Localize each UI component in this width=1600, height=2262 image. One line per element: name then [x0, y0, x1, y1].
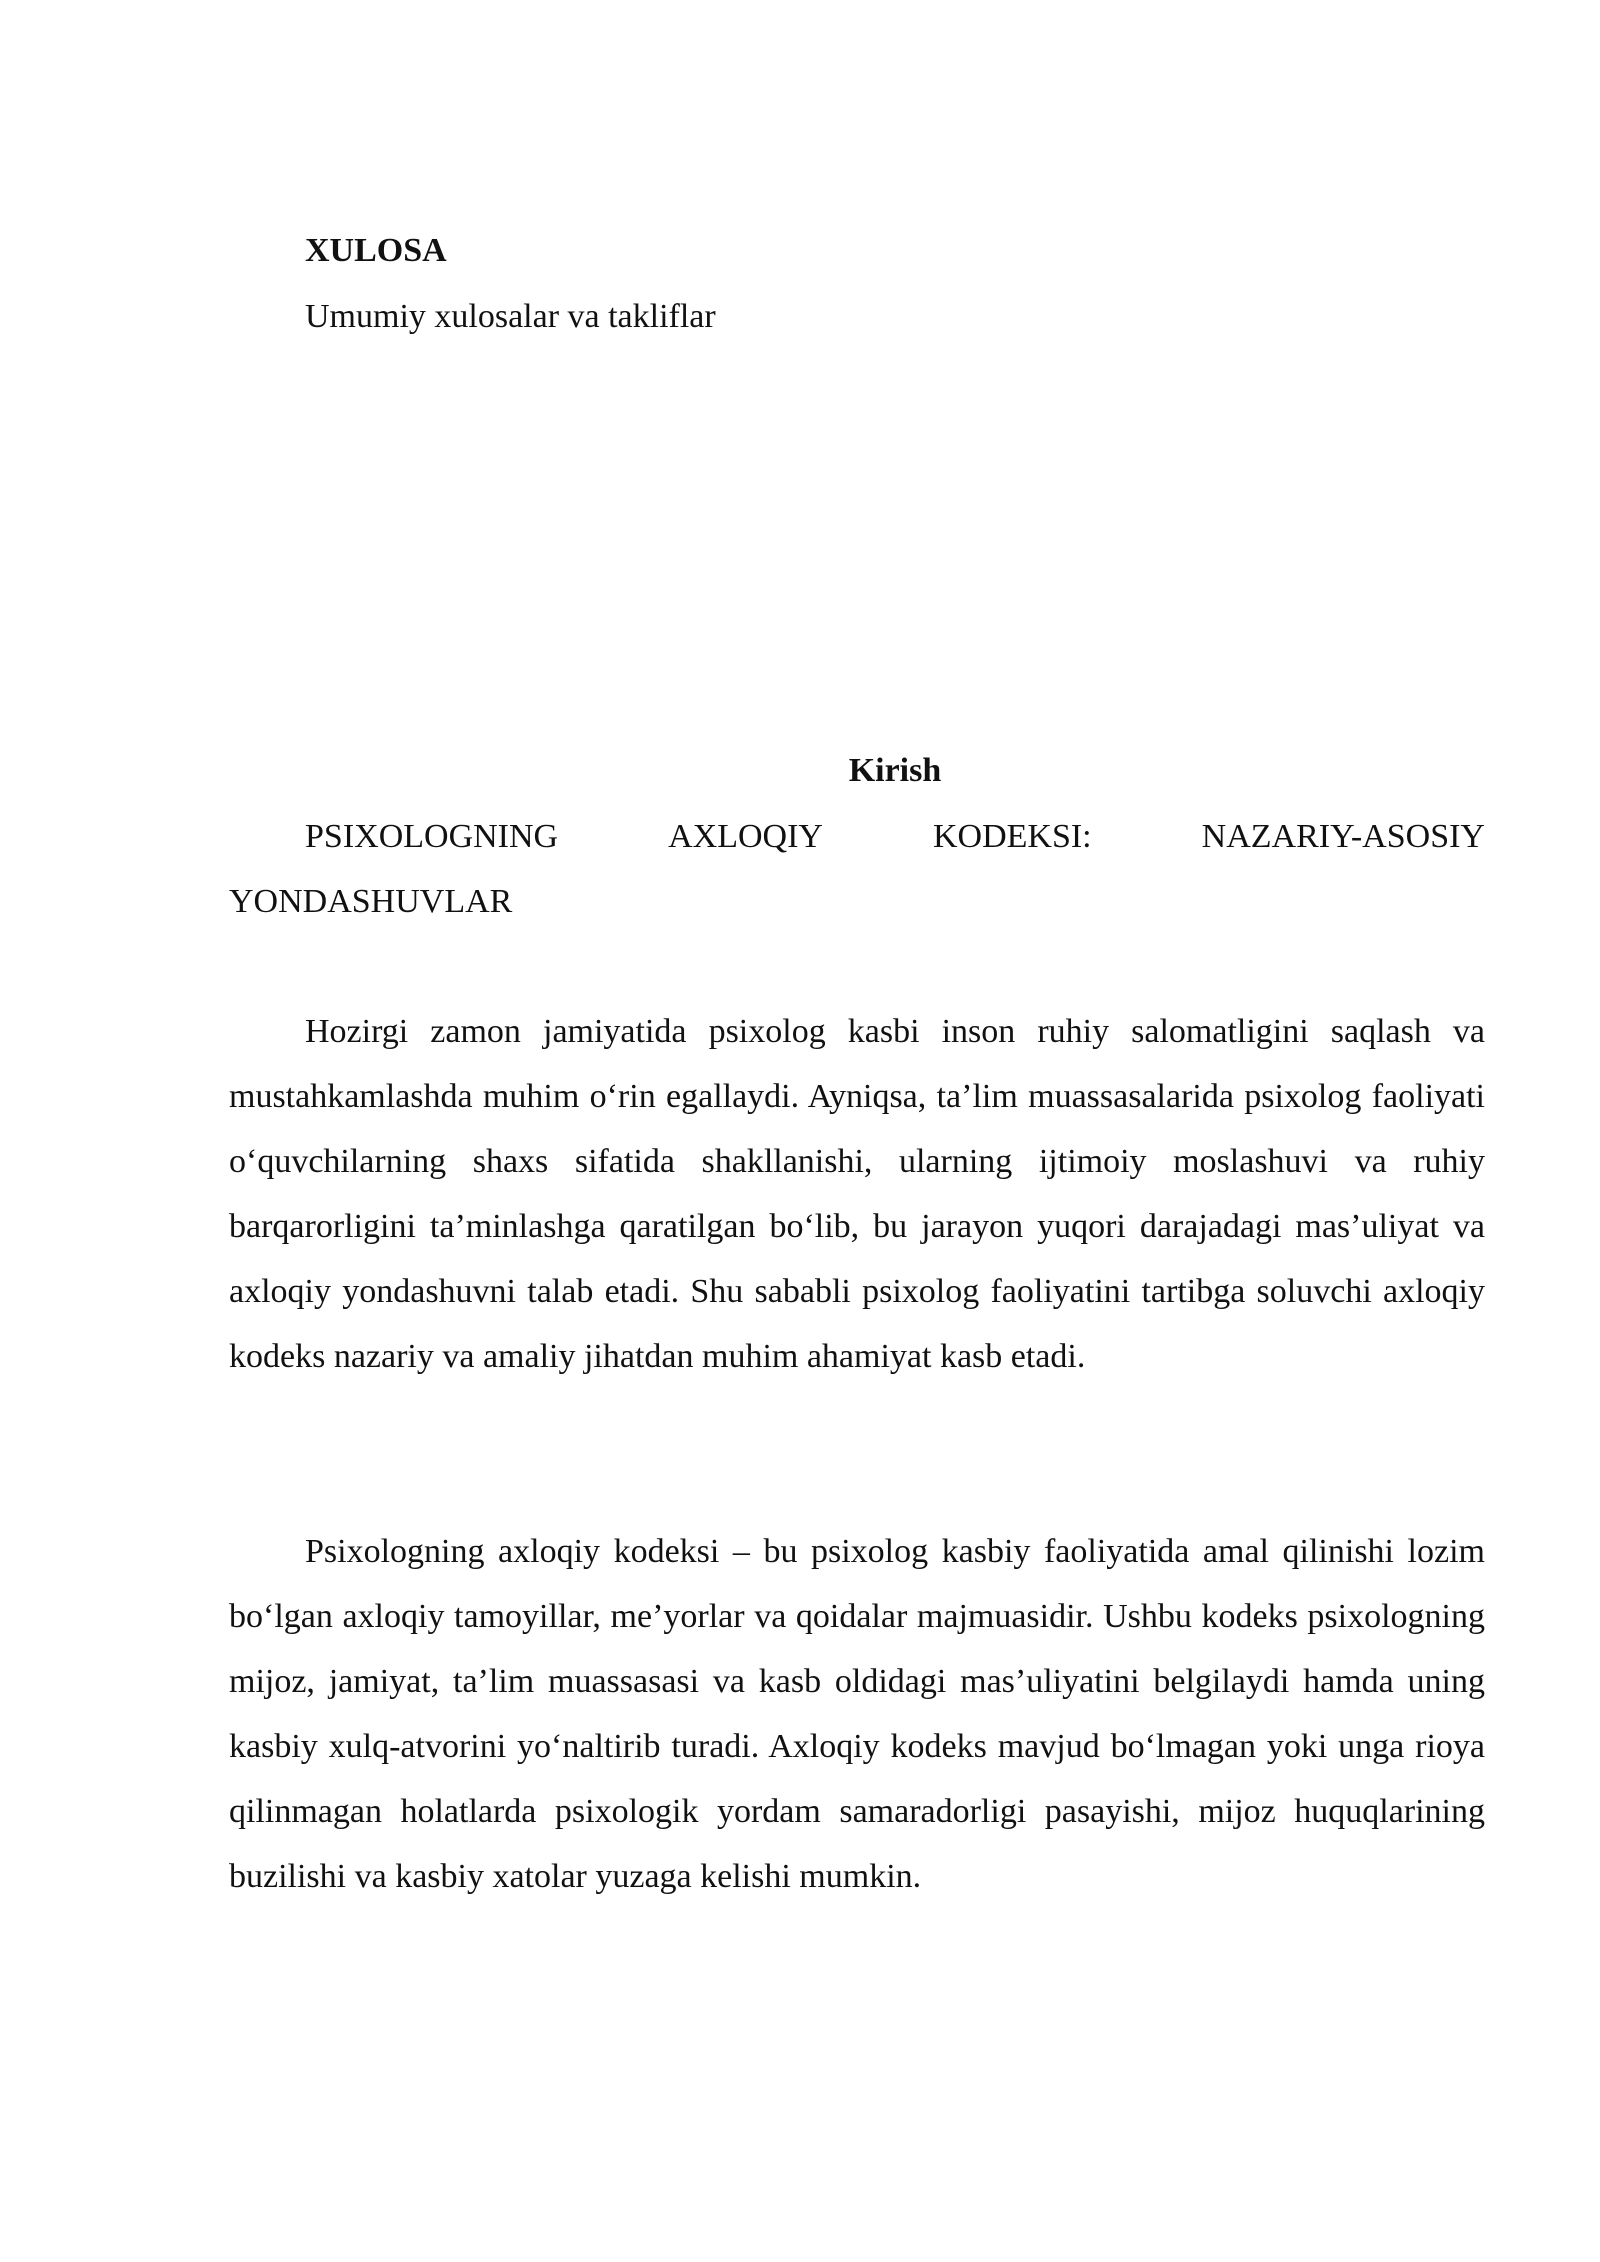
- section-title-word: PSIXOLOGNING: [305, 818, 559, 855]
- section-title: [229, 804, 1485, 934]
- paragraph: Psixologning axloqiy kodeksi – bu psixolog kasbiy faoliyatida amal qilinishi lozim bo‘lgan axloqiy tamoyillar, me’yorlar va qoidalar majmuasidir. Ushbu kodeks psixologning mijoz, jamiyat, ta’lim muassasasi va kasb oldidagi mas’uliyatini belgilaydi hamda uning kasbiy xulq-atvorini yo‘naltirib turadi. Axloqiy kodeks mavjud bo‘lmagan yoki unga rioya qilinmagan holatlarda psixologik yordam samaradorligi pasayishi, mijoz huquqlarining buzilishi va kasbiy xatolar yuzaga kelishi mumkin.: [229, 1533, 1485, 1895]
- section-title-line-2: YONDASHUVLAR: [229, 883, 513, 920]
- section-title-word: KODEKSI:: [932, 818, 1092, 855]
- paragraph: Hozirgi zamon jamiyatida psixolog kasbi inson ruhiy salomatligini saqlash va mustahkamlashda muhim o‘rin egallaydi. Ayniqsa, ta’lim muassasalarida psixolog faoliyati o‘quvchilarning shaxs sifatida shakllanishi, ularning ijtimoiy moslashuvi va ruhiy barqarorligini ta’minlashga qaratilgan bo‘lib, bu jarayon yuqori darajadagi mas’uliyat va axloqiy yondashuvni talab etadi. Shu sababli psixolog faoliyatini tartibga soluvchi axloqiy kodeks nazariy va amaliy jihatdan muhim ahamiyat kasb etadi.: [229, 1013, 1485, 1375]
- section-title-word: NAZARIY-ASOSIY: [1201, 818, 1485, 855]
- section-title-word: AXLOQIY: [668, 818, 823, 855]
- section-title-line-1: [229, 804, 1485, 869]
- conclusion-title: XULOSA: [305, 232, 447, 269]
- conclusion-subtitle: Umumiy xulosalar va takliflar: [305, 298, 716, 335]
- introduction-title: Kirish: [848, 752, 942, 789]
